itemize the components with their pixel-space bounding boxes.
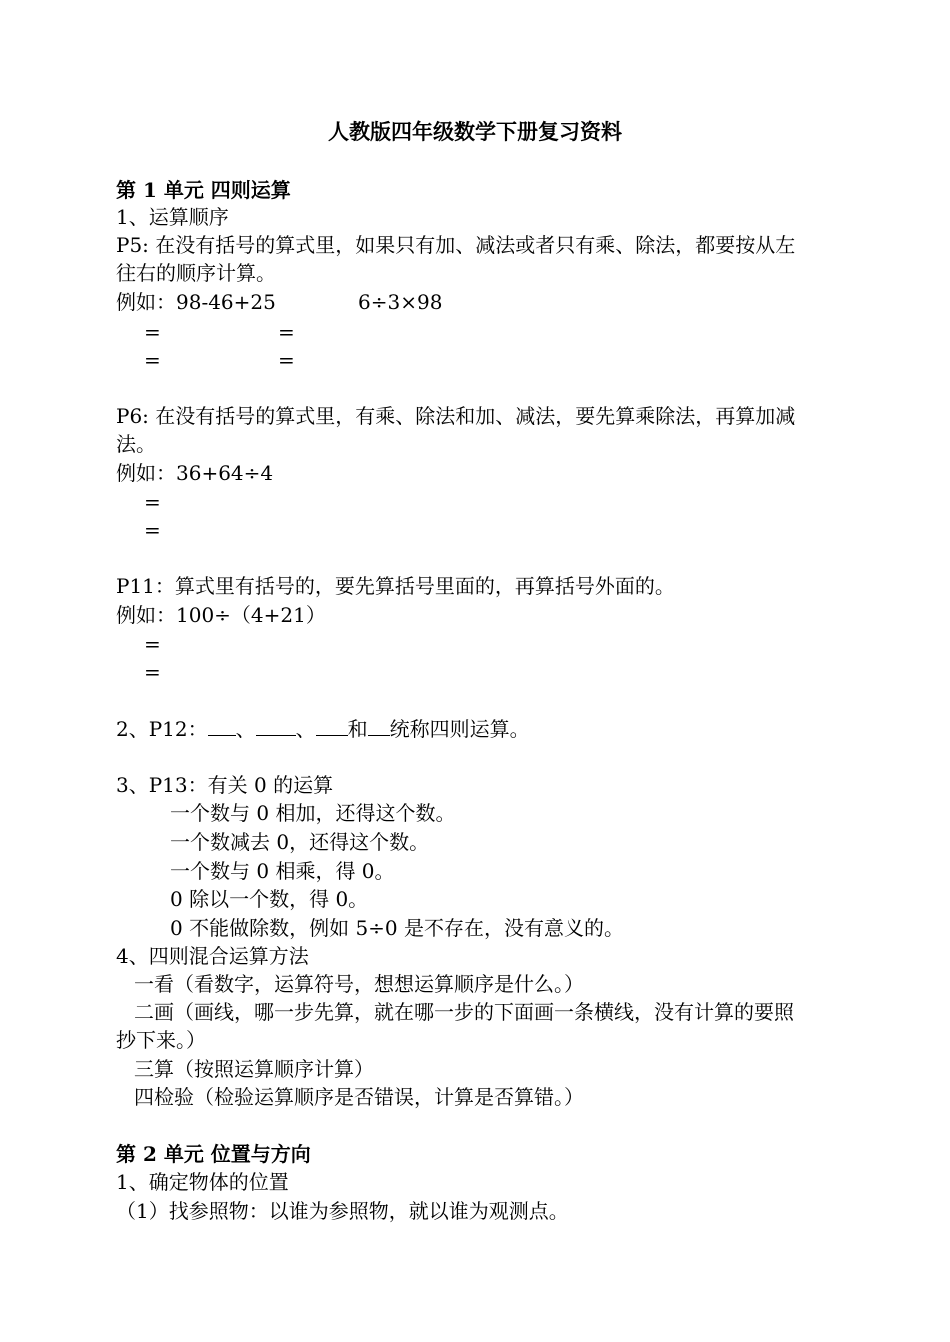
zero-rule: 0 不能做除数，例如 5÷0 是不存在，没有意义的。 xyxy=(170,916,625,940)
method-step-check: 四检验（检验运算顺序是否错误，计算是否算错。） xyxy=(134,1085,584,1109)
fill-in-separator: 、 xyxy=(295,717,316,741)
fill-in-blank[interactable] xyxy=(368,717,390,736)
equals-sign: = xyxy=(144,660,161,684)
section-order-heading: 1、运算顺序 xyxy=(116,205,229,229)
fill-in-prefix: 2、P12： xyxy=(116,717,208,741)
fill-in-blank[interactable] xyxy=(208,717,236,736)
method-step-calculate: 三算（按照运算顺序计算） xyxy=(134,1057,374,1081)
reference-object-rule: （1）找参照物：以谁为参照物，就以谁为观测点。 xyxy=(116,1199,569,1223)
zero-rule: 一个数与 0 相乘，得 0。 xyxy=(170,859,395,883)
p6-rule-line-1: P6: 在没有括号的算式里，有乘、除法和加、减法，要先算乘除法，再算加减 xyxy=(116,404,796,428)
p5-rule-line-2: 往右的顺序计算。 xyxy=(116,261,276,285)
method-step-look: 一看（看数字，运算符号，想想运算顺序是什么。） xyxy=(134,972,584,996)
p5-rule-line-1: P5: 在没有括号的算式里，如果只有加、减法或者只有乘、除法，都要按从左 xyxy=(116,233,796,257)
method-step-draw-line-2: 抄下来。） xyxy=(116,1028,206,1052)
equals-sign: = xyxy=(144,632,161,656)
zero-rule: 0 除以一个数，得 0。 xyxy=(170,887,369,911)
mixed-operations-heading: 4、四则混合运算方法 xyxy=(116,944,309,968)
equals-sign: = xyxy=(144,348,161,372)
example-1-second-expression: 6÷3×98 xyxy=(358,290,443,314)
example-1-expression: 例如：98-46+25 xyxy=(116,290,276,314)
page-title: 人教版四年级数学下册复习资料 xyxy=(328,119,622,144)
p6-rule-line-2: 法。 xyxy=(116,432,156,456)
example-2-expression: 例如：36+64÷4 xyxy=(116,461,274,485)
unit-1-heading: 第 1 单元 四则运算 xyxy=(116,178,291,202)
fill-in-blank[interactable] xyxy=(316,717,348,736)
p11-rule: P11：算式里有括号的，要先算括号里面的，再算括号外面的。 xyxy=(116,574,675,598)
equals-sign: = xyxy=(144,518,161,542)
zero-rule: 一个数与 0 相加，还得这个数。 xyxy=(170,801,456,825)
zero-rule: 一个数减去 0，还得这个数。 xyxy=(170,830,430,854)
fill-in-separator: 、 xyxy=(235,717,256,741)
position-section-heading: 1、确定物体的位置 xyxy=(116,1170,289,1194)
unit-2-heading: 第 2 单元 位置与方向 xyxy=(116,1142,311,1166)
equals-sign: = xyxy=(144,320,161,344)
equals-sign: = xyxy=(278,320,295,344)
four-operations-fill-in xyxy=(116,715,530,743)
method-step-draw-line-1: 二画（画线，哪一步先算，就在哪一步的下面画一条横线，没有计算的要照 xyxy=(134,1000,794,1024)
equals-sign: = xyxy=(144,490,161,514)
zero-operations-heading: 3、P13：有关 0 的运算 xyxy=(116,773,334,797)
equals-sign: = xyxy=(278,348,295,372)
example-3-expression: 例如：100÷（4+21） xyxy=(116,603,326,627)
fill-in-and: 和 xyxy=(347,717,368,741)
fill-in-blank[interactable] xyxy=(256,717,296,736)
fill-in-suffix: 统称四则运算。 xyxy=(389,717,530,741)
